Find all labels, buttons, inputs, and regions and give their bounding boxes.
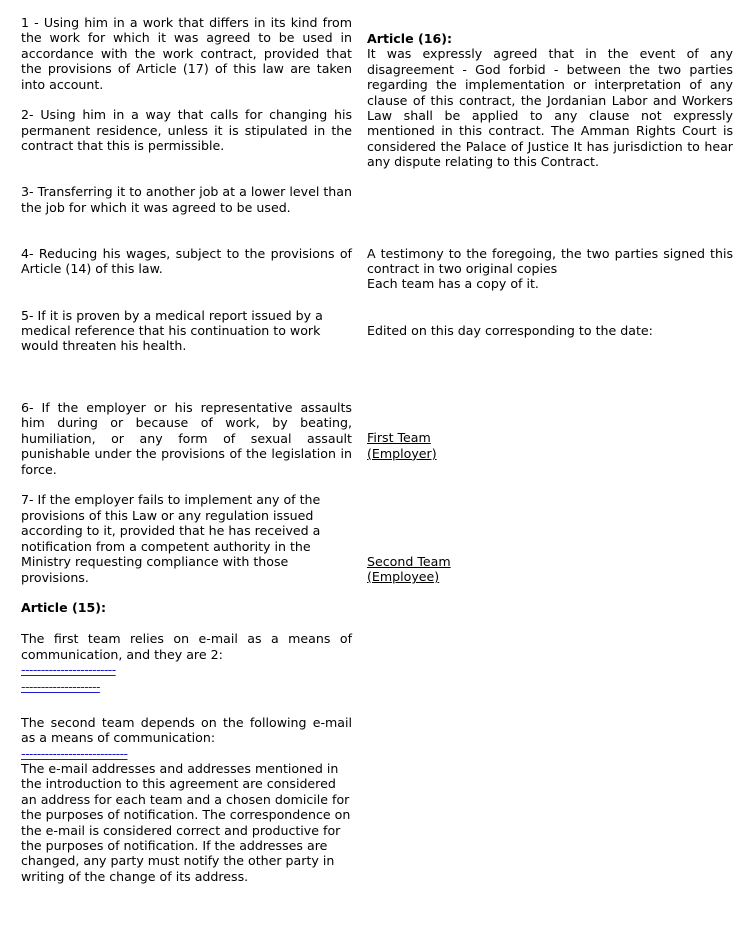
article-16-heading: Article (16):: [367, 31, 453, 46]
testimony-copy-text: Each team has a copy of it.: [367, 276, 539, 292]
clause-7: 7- If the employer fails to implement any of the provisions of this Law or any regulation issued according to it, provided that he has received a notification from a competent authority in the Ministry requesting compliance with those provisions.: [21, 492, 321, 585]
clause-5: 5- If it is proven by a medical report issued by a medical reference that his continuation to work would threaten his health.: [21, 307, 323, 354]
first-team-email-link-1[interactable]: ------------------------: [21, 661, 116, 677]
notification-paragraph: The e-mail addresses and addresses mentioned in the introduction to this agreement are considered an address for each team and a chosen domicile for the purposes of notification. The correspondence on the e-mail is considered correct and productive for the purposes of notification. If the addresses are changed, any party must notify the other party in writing of the change of its address.: [21, 760, 351, 884]
left-column: [21, 15, 352, 884]
clause-1: 1 - Using him in a work that differs in its kind from the work for which it was agreed to be used in accordance with the work contract, provided that the provisions of Article (17) of this law are taken into account.: [21, 15, 352, 92]
clause-2: 2- Using him in a way that calls for changing his permanent residence, unless it is stipulated in the contract that this is permissible.: [21, 107, 352, 154]
second-team-email-text: The second team depends on the following e-mail as a means of communication:: [21, 714, 352, 746]
first-team-email-text: The first team relies on e-mail as a means of communication, and they are 2:: [21, 631, 352, 662]
first-team-signature-label: First Team: [367, 430, 431, 446]
second-team-signature-label: Second Team: [367, 553, 451, 569]
edited-on-text: Edited on this day corresponding to the date:: [367, 322, 653, 338]
article-16-text: It was expressly agreed that in the event of any disagreement - God forbid - between the two parties regarding the implementation or interpretation of any clause of this contract, the Jordanian Labor and Workers Law shall be applied to any clause not expressly mentioned in this contract. The Amman Rights Court is considered the Palace of Justice It has jurisdiction to hear any dispute relating to this Contract.: [367, 46, 733, 170]
second-team-role-label: (Employee): [367, 569, 440, 585]
right-column: [367, 31, 733, 584]
testimony-text: A testimony to the foregoing, the two parties signed this contract in two original copies: [367, 245, 733, 277]
clause-6: 6- If the employer or his representative assaults him during or because of work, by beating, humiliation, or any form of sexual assault punishable under the provisions of the legislation in force.: [21, 400, 352, 477]
clause-4: 4- Reducing his wages, subject to the provisions of Article (14) of this law.: [21, 246, 352, 277]
first-team-email-link-2[interactable]: --------------------: [21, 679, 100, 695]
second-team-email-link[interactable]: ---------------------------: [21, 745, 128, 761]
article-15-heading: Article (15):: [21, 600, 107, 616]
clause-3: 3- Transferring it to another job at a lower level than the job for which it was agreed to be used.: [21, 184, 352, 215]
first-team-role-label: (Employer): [367, 445, 437, 461]
